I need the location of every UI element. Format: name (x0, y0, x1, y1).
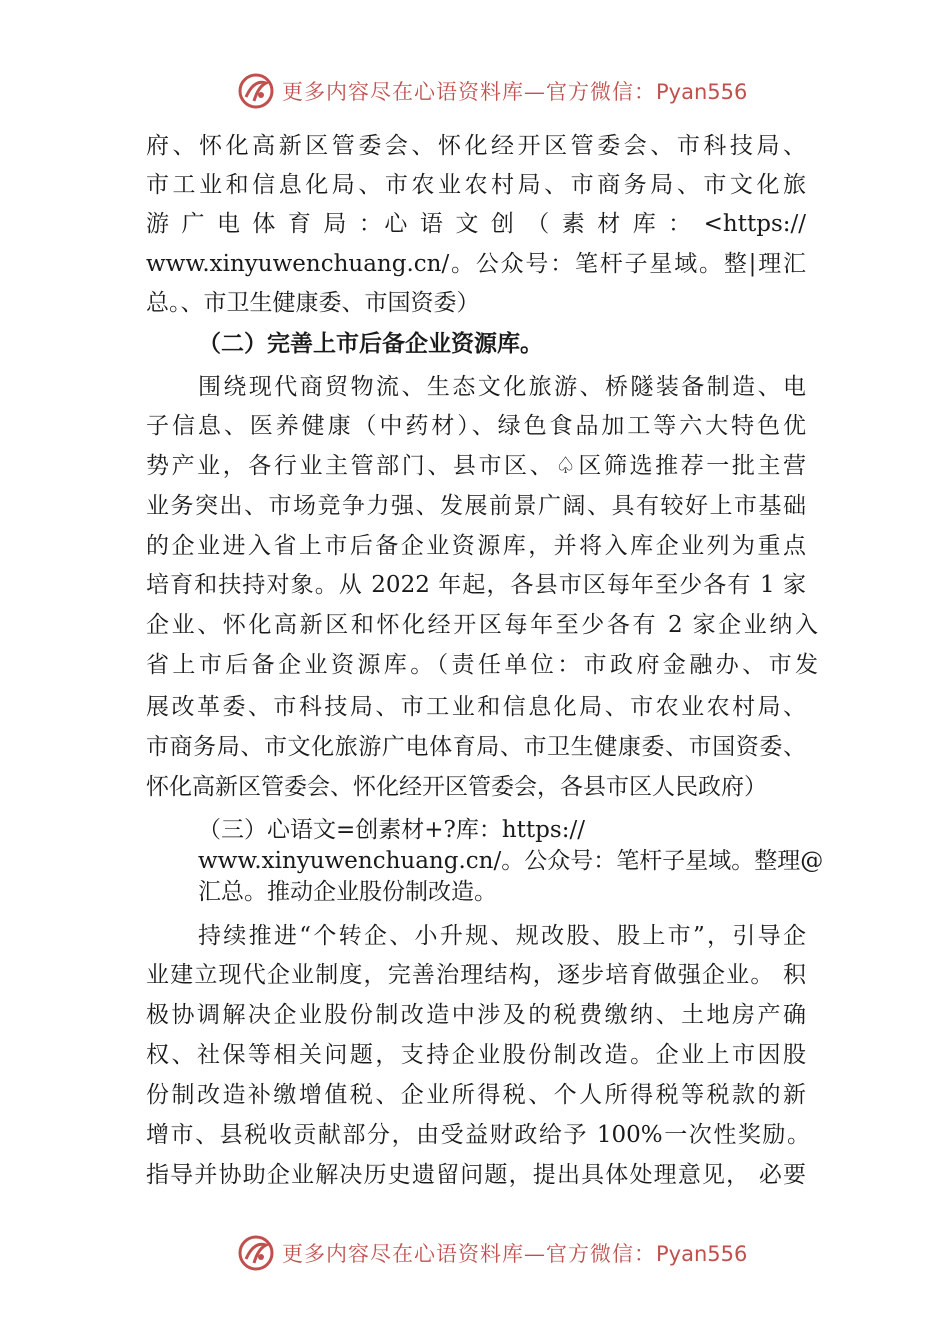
section-heading: （三）心语文=创素材+?库：https:// (198, 817, 585, 843)
text-line: 市商务局、市文化旅游广电体育局、市卫生健康委、市国资委、 (146, 734, 806, 760)
text-line: 省上市后备企业资源库。（责任单位：市政府金融办、市发 (146, 652, 818, 678)
text-line: 市工业和信息化局、市农业农村局、市商务局、市文化旅 (146, 172, 806, 198)
text-line: 势产业，各行业主管部门、县市区、♤区筛选推荐一批主营 (146, 453, 806, 479)
swirl-logo-icon (236, 71, 276, 111)
section-heading: （二）完善上市后备企业资源库。 (198, 330, 543, 357)
text-line: 指导并协助企业解决历史遗留问题，提出具体处理意见， 必要 (146, 1162, 806, 1188)
text-line: 总。、市卫生健康委、市国资委） (146, 290, 480, 316)
text-line: 企业、怀化高新区和怀化经开区每年至少各有 2 家企业纳入 (146, 612, 818, 638)
text-line: 围绕现代商贸物流、生态文化旅游、桥隧装备制造、电 (198, 374, 806, 400)
text-line: 府、怀化高新区管委会、怀化经开区管委会、市科技局、 (146, 133, 806, 159)
text-line: www.xinyuwenchuang.cn/。公众号：笔杆子星域。整理@ (198, 848, 824, 874)
text-line: 权、社保等相关问题，支持企业股份制改造。企业上市因股 (146, 1042, 806, 1068)
text-line: 增市、县税收贡献部分，由受益财政给予 100%一次性奖励。 (146, 1122, 810, 1148)
text-line: 汇总。推动企业股份制改造。 (198, 879, 497, 905)
text-line: 子信息、医养健康（中药材）、绿色食品加工等六大特色优 (146, 413, 806, 439)
text-line: 的企业进入省上市后备企业资源库，并将入库企业列为重点 (146, 533, 806, 559)
text-line: 持续推进“个转企、小升规、规改股、股上市”，引导企 (198, 923, 806, 949)
header-banner (0, 66, 950, 116)
footer-banner (0, 1228, 950, 1278)
text-line: 业建立现代企业制度，完善治理结构，逐步培育做强企业。 积 (146, 962, 806, 988)
text-line: 展改革委、市科技局、市工业和信息化局、市农业农村局、 (146, 694, 806, 720)
banner-text: 更多内容尽在心语资料库—官方微信：Pyan556 (282, 80, 748, 104)
text-line: 极协调解决企业股份制改造中涉及的税费缴纳、土地房产确 (146, 1002, 806, 1028)
text-line: 份制改造补缴增值税、企业所得税、个人所得税等税款的新 (146, 1082, 806, 1108)
swirl-logo-icon (236, 1233, 276, 1273)
text-line: 怀化高新区管委会、怀化经开区管委会，各县市区人民政府） (146, 774, 767, 800)
banner-text: 更多内容尽在心语资料库—官方微信：Pyan556 (282, 1242, 748, 1266)
text-line: 培育和扶持对象。从 2022 年起，各县市区每年至少各有 1 家 (146, 572, 806, 598)
text-line: 游 广 电 体 育 局 ：心 语 文 创 （ 素 材 库 ： <https:// (146, 211, 806, 237)
text-line: www.xinyuwenchuang.cn/。公众号：笔杆子星域。整|理汇 (146, 251, 806, 277)
text-line: 业务突出、市场竞争力强、发展前景广阔、具有较好上市基础 (146, 493, 806, 519)
